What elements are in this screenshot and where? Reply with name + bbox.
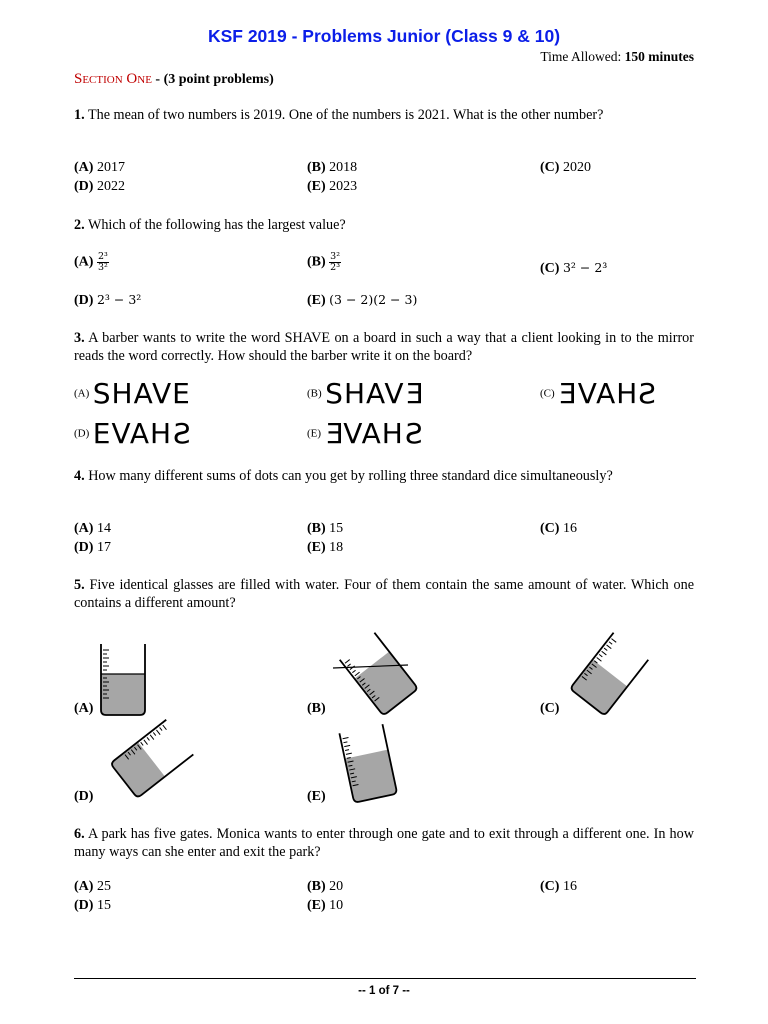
option-value: 2022 (96, 179, 125, 194)
question-text: Five identical glasses are filled with water. Four of them contain the same amount of water. Which one contains a different amount? (74, 577, 695, 611)
option-6e[interactable] (307, 898, 343, 914)
option-letter: (C) (540, 521, 560, 536)
option-letter: (D) (74, 540, 94, 555)
option-value: 17 (96, 540, 111, 555)
option-2c[interactable] (540, 260, 607, 277)
option-value: 10 (329, 898, 344, 913)
option-value: 18 (329, 540, 344, 555)
option-2e[interactable] (307, 292, 417, 309)
question-number: 6. (74, 826, 85, 842)
option-letter: (A) (74, 879, 94, 894)
fraction-denominator: 3² (97, 262, 108, 273)
option-letter: (D) (74, 789, 94, 804)
option-letter: (C) (540, 160, 560, 175)
fraction-numerator: 3² (330, 251, 341, 262)
question-3 (74, 329, 694, 365)
option-4b[interactable] (307, 521, 343, 537)
question-4 (74, 467, 694, 485)
option-letter: (E) (307, 427, 322, 440)
option-letter: (D) (74, 427, 90, 440)
question-text: The mean of two numbers is 2019. One of the numbers is 2021. What is the other number? (87, 107, 604, 123)
option-letter: (A) (74, 160, 94, 175)
option-3a[interactable] (74, 377, 191, 410)
option-6a[interactable] (74, 879, 111, 895)
option-3b[interactable]: (B) SHAVE (307, 377, 424, 410)
option-letter: (C) (540, 387, 555, 400)
option-value: 2017 (96, 160, 125, 175)
option-letter: (E) (307, 179, 326, 194)
section-name: Section One (74, 71, 152, 87)
option-4e[interactable] (307, 540, 343, 556)
section-description: (3 point problems) (163, 72, 274, 87)
mirrored-letter: E (324, 417, 344, 450)
option-1d[interactable] (74, 179, 125, 195)
option-value: 15 (329, 521, 344, 536)
option-3e[interactable]: (E) EVAHS (307, 417, 423, 450)
glass-e-icon[interactable] (328, 716, 408, 812)
footer-divider (74, 978, 696, 979)
question-1 (74, 106, 694, 124)
option-value: 25 (96, 879, 111, 894)
word-shave-mirrored: SHAVE (558, 377, 657, 410)
question-number: 4. (74, 468, 85, 484)
fraction-denominator: 2³ (330, 262, 341, 273)
question-number: 2. (74, 217, 85, 233)
option-letter: (B) (307, 387, 322, 400)
word-shave: SHAVE (92, 377, 191, 410)
option-value: 3² − 2³ (562, 260, 608, 275)
option-value: 2018 (329, 160, 358, 175)
option-1c[interactable] (540, 160, 591, 176)
option-letter: (A) (74, 701, 94, 716)
option-5b[interactable] (307, 701, 326, 717)
section-heading (74, 71, 274, 88)
option-letter: (B) (307, 521, 326, 536)
option-letter: (C) (540, 701, 560, 716)
glass-c-icon[interactable] (560, 628, 660, 718)
option-2a[interactable] (74, 252, 109, 273)
option-letter: (A) (74, 387, 90, 400)
fraction (97, 252, 109, 273)
question-number: 5. (74, 577, 85, 593)
mirrored-letter: S (403, 417, 423, 450)
time-allowed (540, 49, 694, 65)
option-letter: (D) (74, 293, 94, 308)
option-1b[interactable] (307, 160, 357, 176)
glass-d-icon[interactable] (98, 716, 208, 796)
option-letter: (A) (74, 254, 94, 270)
option-3c[interactable] (540, 377, 656, 410)
option-3d[interactable]: (D) EVAHS (74, 417, 191, 450)
mirrored-letter: E (404, 377, 424, 410)
option-letter: (D) (74, 898, 94, 913)
option-value: 15 (96, 898, 111, 913)
option-value: 16 (562, 521, 577, 536)
option-4c[interactable] (540, 521, 577, 537)
option-value: 2023 (329, 179, 358, 194)
option-2d[interactable] (74, 292, 141, 309)
option-value: 16 (562, 879, 577, 894)
option-value: 2020 (562, 160, 591, 175)
option-5c[interactable] (540, 701, 559, 717)
option-value: 20 (329, 879, 344, 894)
option-1e[interactable] (307, 179, 357, 195)
option-value: 14 (96, 521, 111, 536)
section-separator: - (151, 72, 164, 87)
option-letter: (E) (307, 540, 326, 555)
fraction (329, 252, 341, 273)
option-letter: (C) (540, 261, 560, 276)
fraction-numerator: 2³ (97, 251, 108, 262)
option-1a[interactable] (74, 160, 125, 176)
option-value: 2³ − 3² (96, 292, 142, 307)
question-text: A barber wants to write the word SHAVE on a board in such a way that a client looking in to the mirror reads the word correctly. How should the barber write it on the board? (74, 330, 694, 364)
option-5a[interactable] (74, 701, 93, 717)
page-number: -- 1 of 7 -- (358, 985, 410, 997)
option-letter: (E) (307, 789, 326, 804)
time-label: Time Allowed: (540, 49, 625, 64)
question-6 (74, 825, 694, 861)
option-value: (3 − 2)(2 − 3) (329, 292, 418, 307)
option-6d[interactable] (74, 898, 111, 914)
mirrored-letter: S (172, 417, 191, 450)
question-number: 3. (74, 330, 85, 346)
question-text: Which of the following has the largest value? (87, 217, 346, 233)
option-letter: (B) (307, 701, 326, 716)
option-6b[interactable] (307, 879, 343, 895)
glass-b-icon[interactable] (328, 628, 428, 718)
option-5e[interactable] (307, 789, 326, 805)
option-letter: (D) (74, 179, 94, 194)
option-4a[interactable] (74, 521, 111, 537)
option-6c[interactable] (540, 879, 577, 895)
question-number: 1. (74, 107, 85, 123)
option-letter: (B) (307, 160, 326, 175)
question-5 (74, 576, 694, 612)
option-letter: (B) (307, 879, 326, 894)
option-letter: (C) (540, 879, 560, 894)
option-2b[interactable] (307, 252, 341, 273)
question-text: How many different sums of dots can you get by rolling three standard dice simultaneously? (88, 468, 613, 484)
question-text: A park has five gates. Monica wants to enter through one gate and to exit through a different one. In how many ways can she enter and exit the park? (74, 826, 694, 860)
option-5d[interactable] (74, 789, 93, 805)
time-value: 150 minutes (624, 49, 694, 64)
option-letter: (E) (307, 898, 326, 913)
option-letter: (A) (74, 521, 94, 536)
page-title: KSF 2019 - Problems Junior (Class 9 & 10) (207, 26, 561, 46)
option-4d[interactable] (74, 540, 111, 556)
option-letter: (E) (307, 293, 326, 308)
option-letter: (B) (307, 254, 326, 270)
glass-a-icon[interactable] (98, 638, 148, 718)
question-2 (74, 216, 694, 234)
